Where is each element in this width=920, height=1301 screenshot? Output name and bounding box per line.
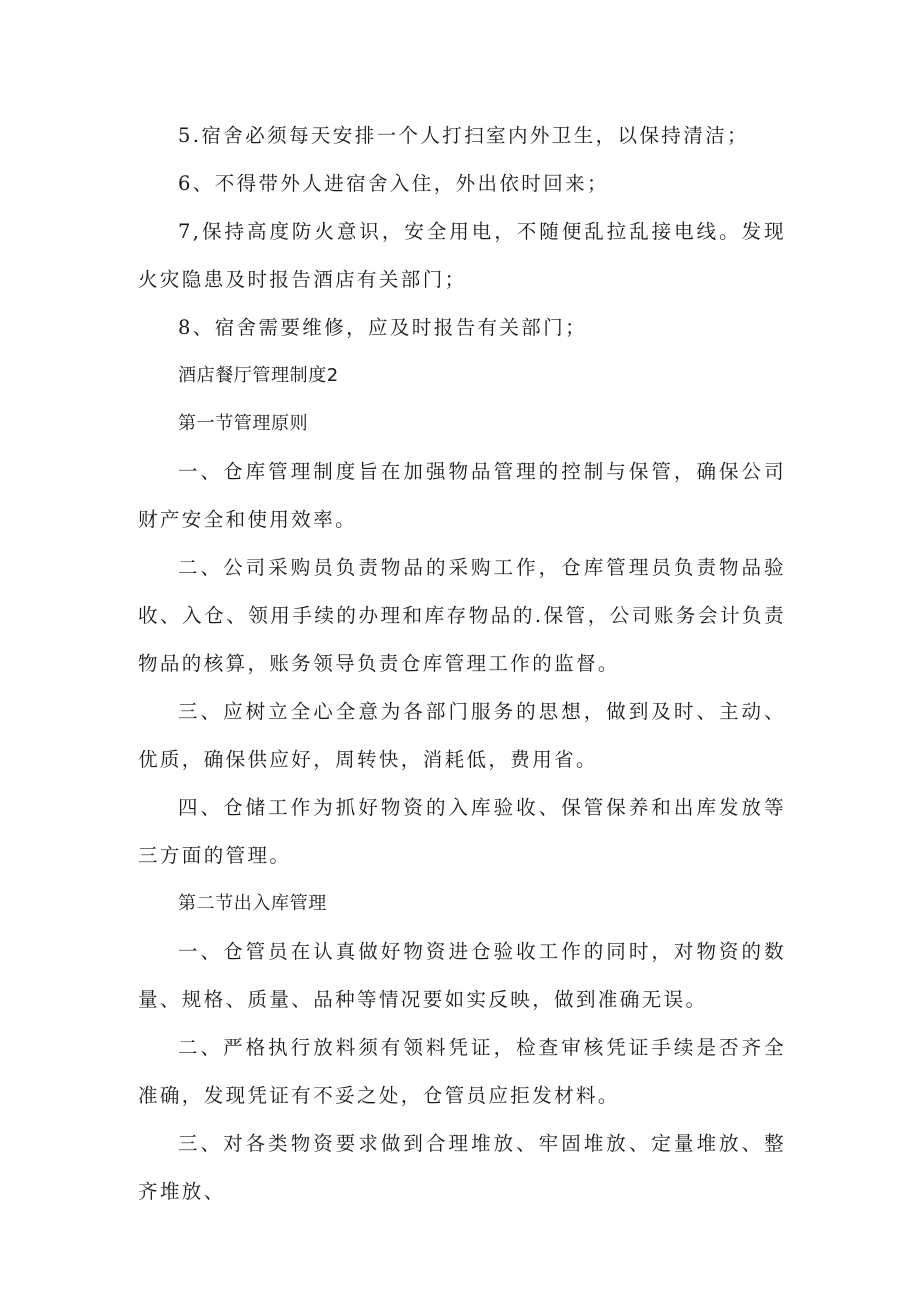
paragraph-principle-1: 一、仓库管理制度旨在加强物品管理的控制与保管，确保公司财产安全和使用效率。: [138, 460, 786, 531]
document-title: 酒店餐厅管理制度2: [178, 365, 339, 386]
paragraph-item-7: 7,保持高度防火意识，安全用电，不随便乱拉乱接电线。发现火灾隐患及时报告酒店有关部门；: [138, 220, 786, 291]
paragraph-inout-3: 三、对各类物资要求做到合理堆放、牢固堆放、定量堆放、整齐堆放、: [138, 1132, 786, 1203]
document-body: [138, 112, 786, 1216]
paragraph-inout-2: 二、严格执行放料须有领料凭证，检查审核凭证手续是否齐全准确，发现凭证有不妥之处，仓管员应拒发材料。: [138, 1036, 786, 1107]
paragraph-principle-4: 四、仓储工作为抓好物资的入库验收、保管保养和出库发放等三方面的管理。: [138, 796, 786, 867]
paragraph-principle-3: 三、应树立全心全意为各部门服务的思想，做到及时、主动、优质，确保供应好，周转快，消耗低，费用省。: [138, 700, 786, 771]
paragraph-inout-1: 一、仓管员在认真做好物资进仓验收工作的同时，对物资的数量、规格、质量、品种等情况要如实反映，做到准确无误。: [138, 940, 786, 1011]
section-heading-2: 第二节出入库管理: [178, 893, 327, 914]
paragraph-item-8: 8、宿舍需要维修，应及时报告有关部门；: [178, 316, 588, 339]
paragraph-item-5: 5.宿舍必须每天安排一个人打扫室内外卫生，以保持清洁；: [178, 124, 749, 147]
paragraph-principle-2: 二、公司采购员负责物品的采购工作，仓库管理员负责物品验收、入仓、领用手续的办理和库存物品的.保管，公司账务会计负责物品的核算，账务领导负责仓库管理工作的监督。: [138, 556, 786, 675]
paragraph-item-6: 6、不得带外人进宿舍入住，外出依时回来；: [178, 172, 609, 195]
section-heading-1: 第一节管理原则: [178, 413, 309, 434]
